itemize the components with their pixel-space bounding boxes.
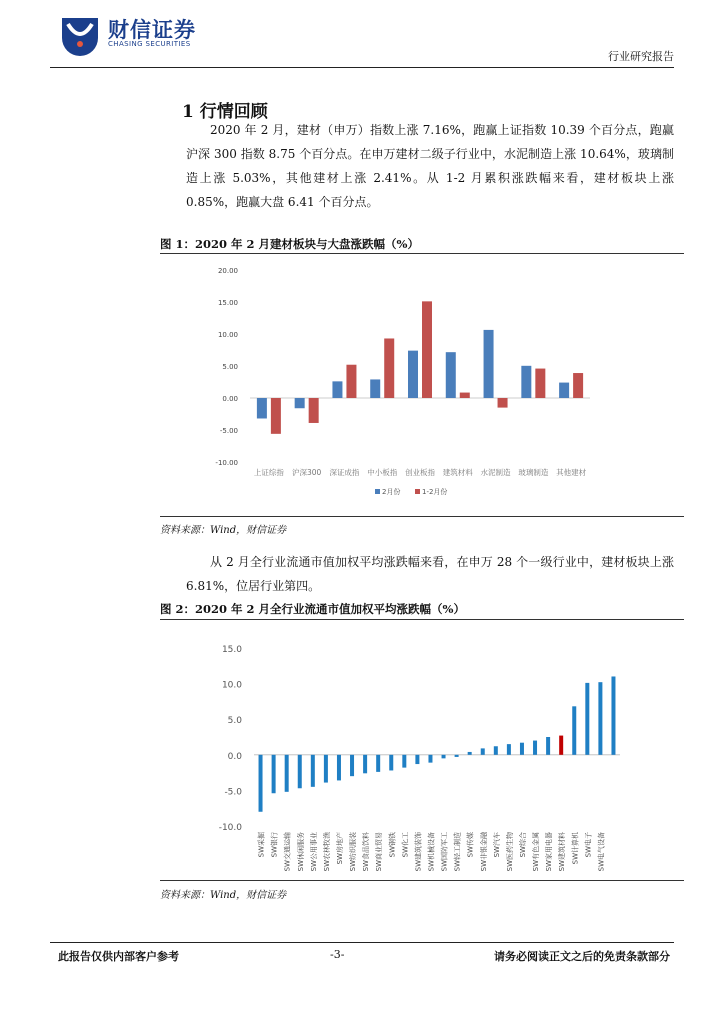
bar-feb	[257, 398, 267, 418]
industry-bar	[402, 755, 406, 768]
x-category-label: SW钢铁	[388, 832, 397, 858]
x-category-label: 创业板指	[405, 468, 435, 477]
bar-feb	[370, 379, 380, 398]
x-category-label: SW计算机	[571, 832, 580, 865]
paragraph-1: 2020 年 2 月，建材（申万）指数上涨 7.16%，跑赢上证指数 10.39 个百分点，跑赢沪深 300 指数 8.75 个百分点。在申万建材二级子行业中，水泥制造上涨 10.64%，玻璃制造上涨 5.03%，其他建材上涨 2.41%。从 1-2 月累积涨跌幅来看，建材板块上涨 0.85%，跑赢大盘 6.41 个百分点。	[186, 123, 674, 209]
legend-swatch	[375, 489, 380, 494]
figure2-source: 资料来源：Wind，财信证券	[160, 890, 287, 901]
footer-divider	[50, 942, 674, 943]
y-tick-label: 15.0	[221, 645, 242, 655]
industry-bar	[324, 755, 328, 783]
x-category-label: SW建筑装饰	[414, 832, 423, 872]
figure2-bottom-rule	[160, 880, 684, 881]
industry-bar	[350, 755, 354, 776]
y-tick-label: 0.0	[227, 751, 242, 762]
y-tick-label: 15.00	[217, 299, 238, 307]
bar-jan-feb	[309, 398, 319, 423]
bar-feb	[484, 330, 494, 398]
x-category-label: SW轻工制造	[453, 832, 462, 872]
industry-bar	[337, 755, 341, 781]
industry-bar	[259, 755, 263, 812]
x-category-label: 深证成指	[329, 468, 360, 477]
report-type: 行业研究报告	[608, 50, 674, 63]
logo-name-en: CHASING SECURITIES	[108, 40, 191, 48]
legend-swatch	[415, 489, 420, 494]
industry-bar	[298, 755, 302, 788]
x-category-label: 水泥制造	[480, 468, 511, 477]
x-category-label: SW化工	[401, 832, 410, 858]
bar-jan-feb	[460, 393, 470, 398]
figure1-bottom-rule	[160, 516, 684, 517]
bar-feb	[446, 352, 456, 398]
x-category-label: SW房地产	[335, 832, 344, 865]
bar-jan-feb	[498, 398, 508, 408]
x-category-label: 建筑材料	[442, 468, 473, 477]
x-category-label: SW采掘	[257, 832, 266, 858]
x-category-label: SW农林牧渔	[322, 832, 331, 872]
x-category-label: SW家用电器	[545, 832, 554, 872]
x-category-label: SW纺织服装	[349, 832, 358, 872]
bar-jan-feb	[346, 365, 356, 398]
x-category-label: SW建筑材料	[558, 832, 567, 872]
footer-right: 请务必阅读正文之后的免责条款部分	[494, 950, 670, 963]
industry-bar	[311, 755, 315, 787]
x-category-label: SW电子	[584, 832, 593, 858]
industry-bar	[376, 755, 380, 772]
figure1-source: 资料来源：Wind，财信证券	[160, 525, 287, 536]
y-tick-label: 10.00	[217, 331, 238, 339]
x-category-label: SW国防军工	[440, 832, 449, 872]
bar-feb	[295, 398, 305, 408]
x-category-label: SW有色金属	[532, 832, 541, 872]
footer-left: 此报告仅供内部客户参考	[58, 950, 179, 963]
bar-feb	[408, 351, 418, 398]
bar-jan-feb	[573, 373, 583, 398]
x-category-label: SW传媒	[466, 832, 475, 858]
industry-bar	[494, 746, 498, 755]
company-logo	[56, 8, 104, 56]
x-category-label: SW休闲服务	[296, 832, 305, 872]
x-category-label: SW医药生物	[505, 832, 514, 872]
figure2-top-rule	[160, 619, 684, 620]
industry-bar	[363, 755, 367, 774]
paragraph-2: 从 2 月全行业流通市值加权平均涨跌幅来看，在申万 28 个一级行业中，建材板块上涨 6.81%，位居行业第四。	[186, 555, 674, 593]
y-tick-label: 0.00	[222, 395, 238, 403]
industry-bar	[572, 706, 576, 754]
bar-feb	[521, 366, 531, 398]
industry-bar	[585, 683, 589, 755]
bar-feb	[559, 383, 569, 398]
industry-bar	[272, 755, 276, 793]
industry-bar	[598, 682, 602, 755]
industry-bar	[611, 676, 615, 754]
x-category-label: 玻璃制造	[518, 468, 549, 477]
industry-bar	[428, 755, 432, 763]
figure1-title: 图 1：2020 年 2 月建材板块与大盘涨跌幅（%）	[160, 237, 419, 251]
y-tick-label: 5.0	[227, 716, 242, 727]
industry-bar	[455, 755, 459, 757]
x-category-label: 上证综指	[253, 468, 284, 477]
figure1-chart	[200, 258, 600, 506]
industry-bar	[468, 752, 472, 755]
x-category-label: SW电气设备	[597, 832, 606, 872]
y-tick-label: 20.00	[217, 267, 238, 275]
x-category-label: SW汽车	[492, 832, 501, 858]
bar-jan-feb	[271, 398, 281, 434]
x-category-label: SW公用事业	[309, 832, 318, 872]
y-tick-label: -10.0	[218, 823, 242, 833]
legend-label: 1-2月份	[422, 488, 448, 496]
industry-bar	[442, 755, 446, 759]
legend-label: 2月份	[382, 488, 401, 496]
bar-jan-feb	[535, 369, 545, 398]
bar-jan-feb	[384, 338, 394, 398]
industry-bar	[389, 755, 393, 771]
x-category-label: 沪深300	[292, 468, 322, 477]
figure1-top-rule	[160, 253, 684, 254]
x-category-label: 中小板指	[367, 468, 398, 477]
y-tick-label: -10.00	[215, 459, 238, 467]
x-category-label: 其他建材	[556, 468, 587, 477]
logo-shield-icon	[62, 18, 98, 56]
y-tick-label: -5.0	[224, 787, 242, 798]
x-category-label: SW商业贸易	[375, 832, 384, 872]
bar-jan-feb	[422, 301, 432, 398]
x-category-label: SW综合	[518, 832, 527, 858]
industry-bar	[533, 741, 537, 755]
y-tick-label: -5.00	[219, 427, 238, 435]
logo-name-cn: 财信证券	[108, 18, 196, 42]
industry-bar	[285, 755, 289, 792]
figure2-title: 图 2：2020 年 2 月全行业流通市值加权平均涨跌幅（%）	[160, 602, 465, 616]
y-tick-label: 10.0	[221, 680, 242, 691]
industry-bar	[481, 748, 485, 754]
industry-bar	[507, 744, 511, 755]
figure2-chart	[200, 630, 640, 880]
x-category-label: SW食品饮料	[362, 832, 371, 872]
x-category-label: SW机械设备	[427, 832, 436, 872]
section-title: 1 行情回顾	[182, 102, 268, 122]
industry-bar	[415, 755, 419, 764]
header-divider	[50, 67, 674, 68]
highlight-bar	[559, 736, 563, 755]
y-tick-label: 5.00	[222, 363, 238, 371]
x-category-label: SW银行	[270, 832, 279, 858]
x-category-label: SW非银金融	[479, 832, 488, 872]
x-category-label: SW交通运输	[283, 832, 292, 872]
industry-bar	[520, 743, 524, 755]
industry-bar	[546, 737, 550, 755]
bar-feb	[332, 381, 342, 398]
page-number: -3-	[330, 948, 345, 961]
